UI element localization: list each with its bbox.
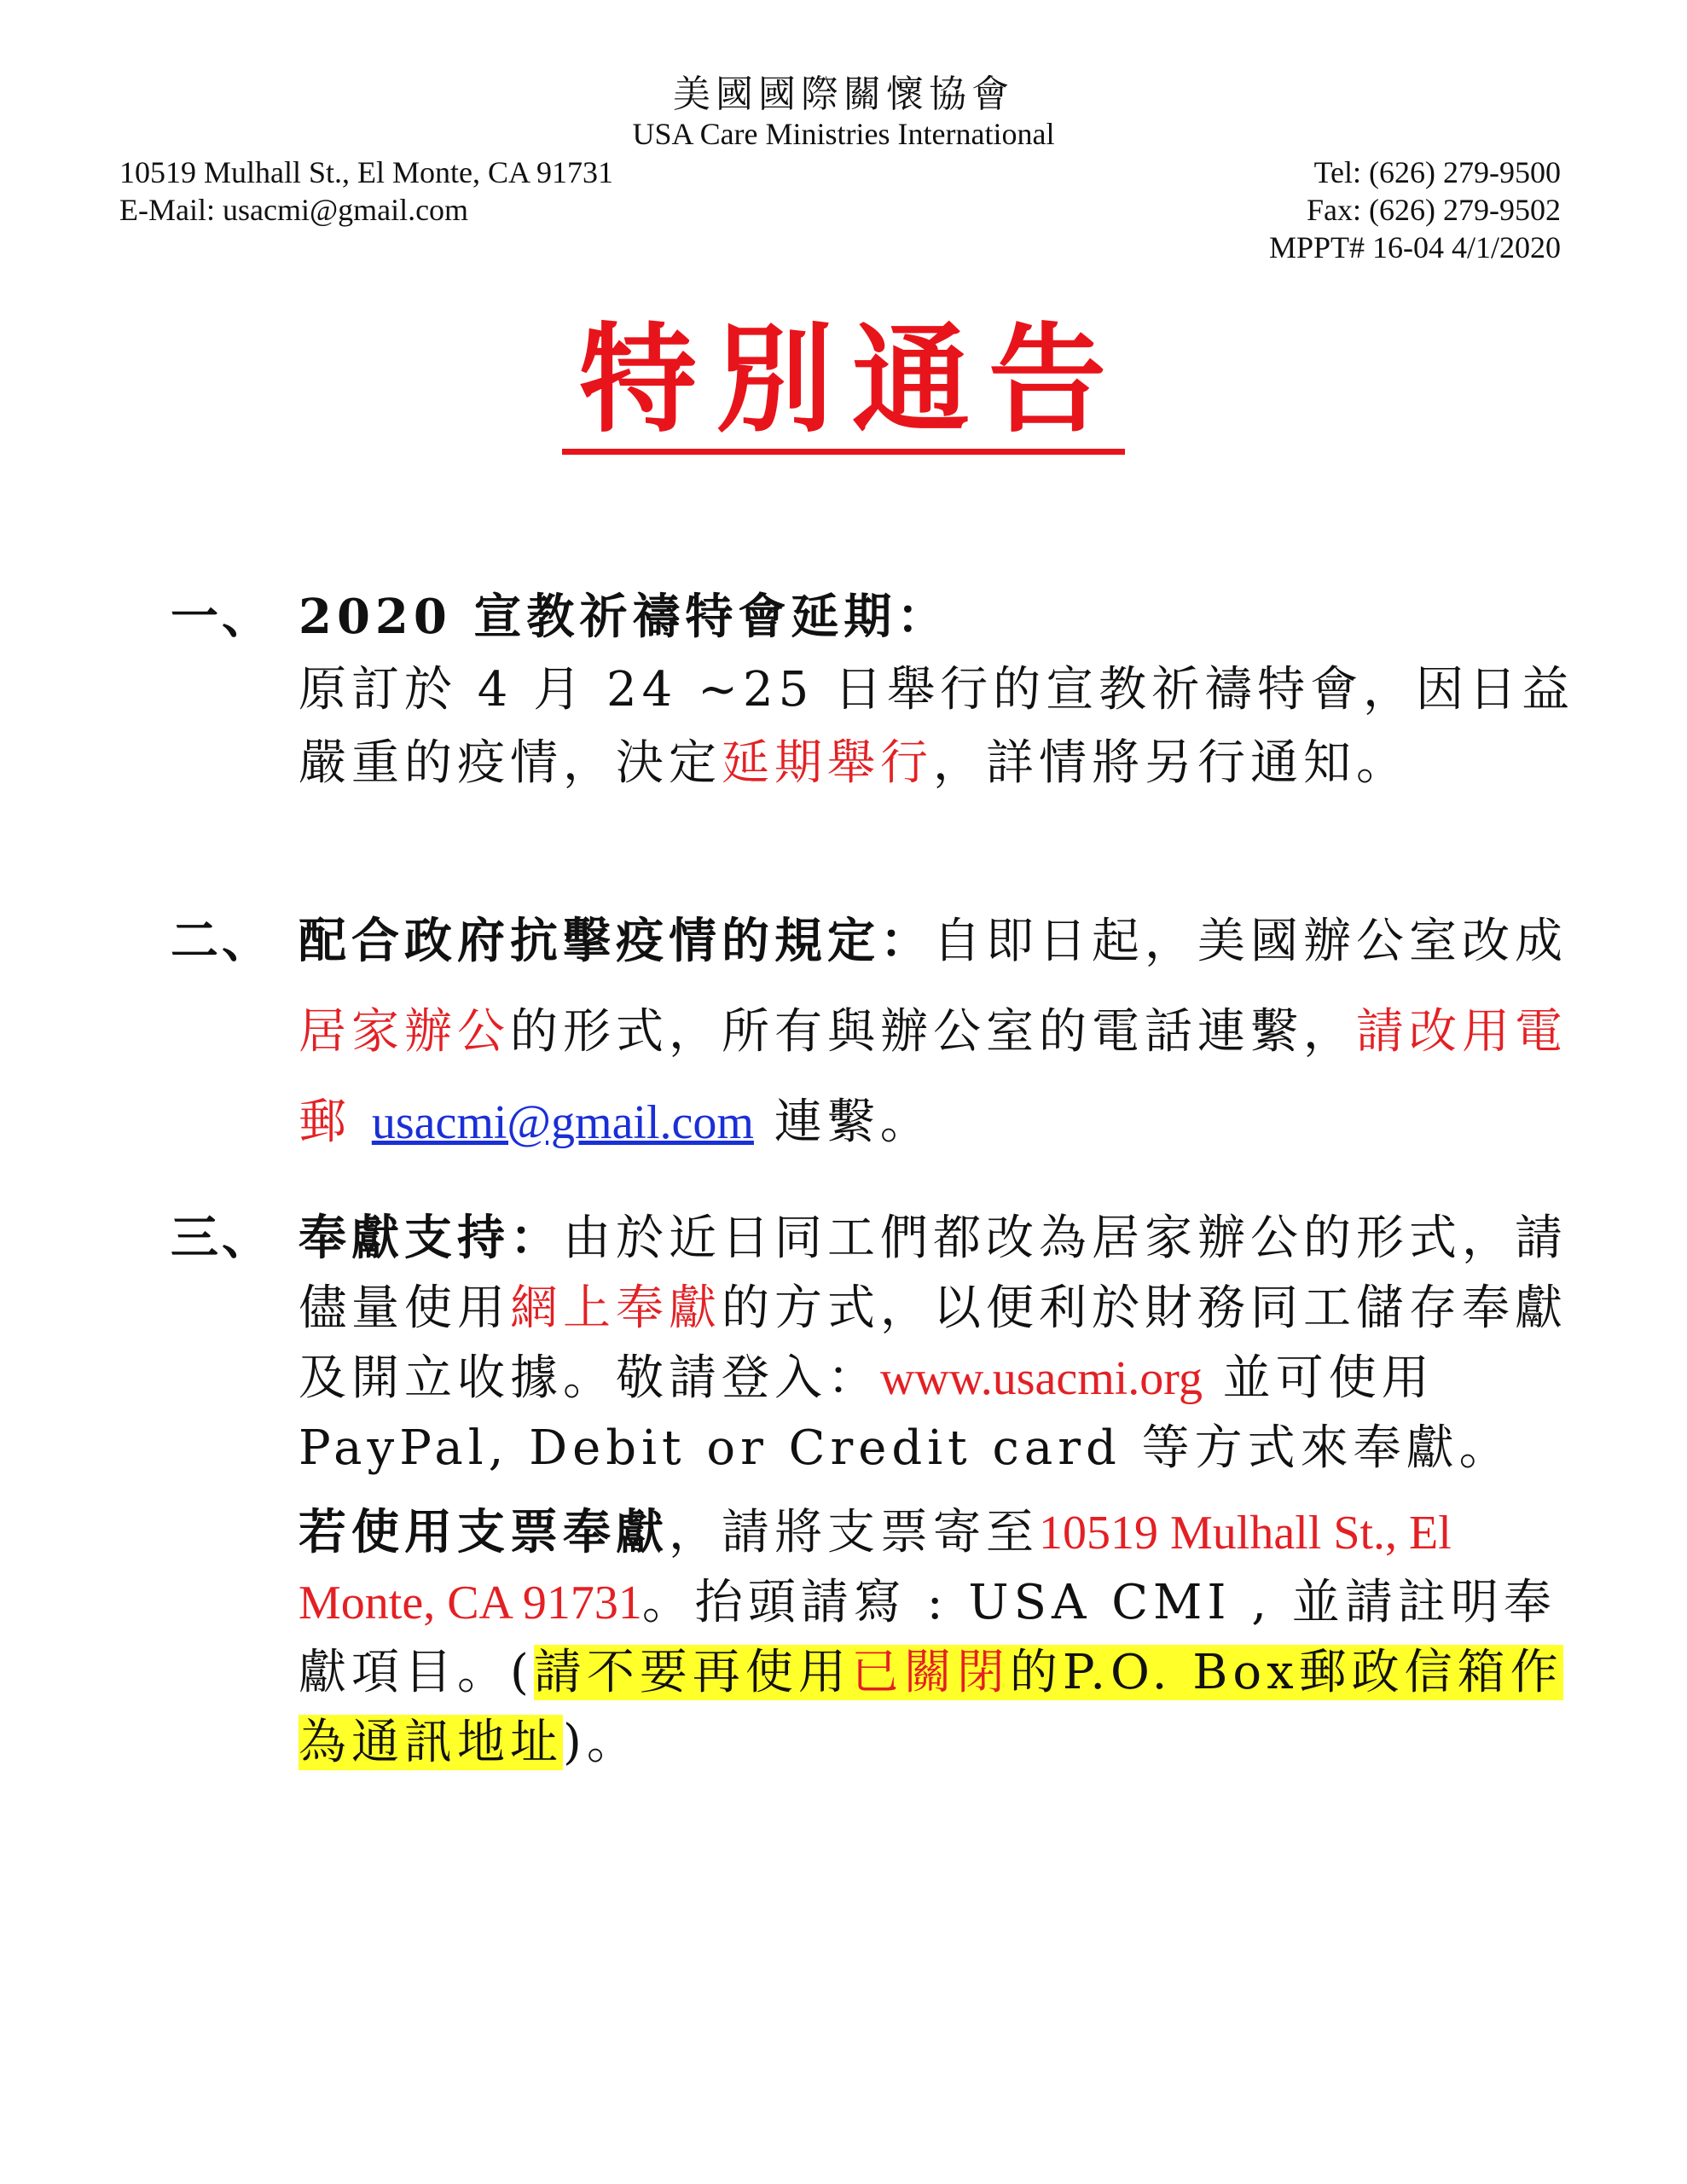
tel-line: Tel: (626) 279-9500 <box>1313 155 1561 189</box>
text-run: 由於近日同工們都改為居家辦公的形式，請儘量使用 <box>299 1211 1568 1336</box>
section-heading: 配合政府抗擊疫情的規定： <box>299 913 933 969</box>
notice-title: 特別通告 <box>562 316 1125 455</box>
section-text <box>299 653 1578 800</box>
text-run: 原訂於 4 月 24 ~25 日舉行的宣教祈禱特會，因日益嚴重的疫情，決定 <box>299 662 1575 791</box>
mailing-address: 10519 Mulhall St., El Monte, CA 91731 <box>299 1507 1452 1629</box>
contact-right <box>1269 154 1561 266</box>
section-body <box>299 896 1578 1168</box>
text-run: )。 <box>563 1715 640 1770</box>
check-heading: 若使用支票奉獻 <box>299 1504 669 1560</box>
section-number: 三、 <box>171 1210 273 1266</box>
section-postponement <box>171 580 1575 800</box>
text-run: 的形式，所有與辦公室的電話連繫， <box>510 1004 1356 1060</box>
section-heading: 2020 宣教祈禱特會延期： <box>299 589 950 645</box>
highlight-red: 已關閉 <box>850 1645 1010 1700</box>
check-paragraph <box>299 1497 1578 1778</box>
email-line: E-Mail: usacmi@gmail.com <box>119 193 469 227</box>
highlight-red: 居家辦公 <box>299 1004 510 1060</box>
section-text <box>299 896 1578 1168</box>
fax-line: Fax: (626) 279-9502 <box>1307 193 1561 227</box>
contact-left <box>119 154 613 229</box>
section-body <box>299 1203 1578 1778</box>
text-run: 連繫。 <box>753 1095 933 1150</box>
text-run: 自即日起，美國辦公室改成 <box>933 914 1568 969</box>
reference-number: MPPT# 16-04 4/1/2020 <box>1268 230 1561 264</box>
org-name-zh: 美國國際關懷協會 <box>673 73 1014 116</box>
notice-title-wrap <box>0 310 1687 455</box>
text-run: 的方式，以便利於財務同工儲存奉獻及開立收據。敬請登入： <box>299 1281 1568 1406</box>
address-line: 10519 Mulhall St., El Monte, CA 91731 <box>119 155 614 189</box>
text-run: 的P.O. Box郵政信箱作為通訊地址 <box>299 1645 1563 1770</box>
section-number: 二、 <box>171 913 273 969</box>
section-text <box>299 1203 1578 1484</box>
org-name-en: USA Care Ministries International <box>632 117 1055 151</box>
section-body <box>299 580 1578 800</box>
website-link[interactable]: www.usacmi.org <box>880 1352 1203 1405</box>
text-run: ，請將支票寄至 <box>669 1505 1039 1560</box>
text-run: ，詳情將另行通知。 <box>933 735 1409 791</box>
section-heading: 奉獻支持： <box>299 1210 563 1266</box>
text-run: 。抬頭請寫 : USA CMI , 並請註明奉獻項目。( <box>299 1575 1557 1700</box>
highlight-red: 延期舉行 <box>722 735 933 791</box>
section-number: 一、 <box>171 589 273 645</box>
section-office <box>171 896 1569 1168</box>
text-run: 並可使用PayPal, Debit or Credit card 等方式來奉獻。 <box>299 1350 1512 1476</box>
highlight-red: 網上奉獻 <box>510 1281 722 1336</box>
email-link[interactable]: usacmi@gmail.com <box>371 1096 754 1149</box>
section-giving <box>171 1203 1569 1778</box>
highlight-red: 請改用電郵 <box>299 1004 1568 1150</box>
text-run: 請不要再使用 <box>533 1645 851 1700</box>
